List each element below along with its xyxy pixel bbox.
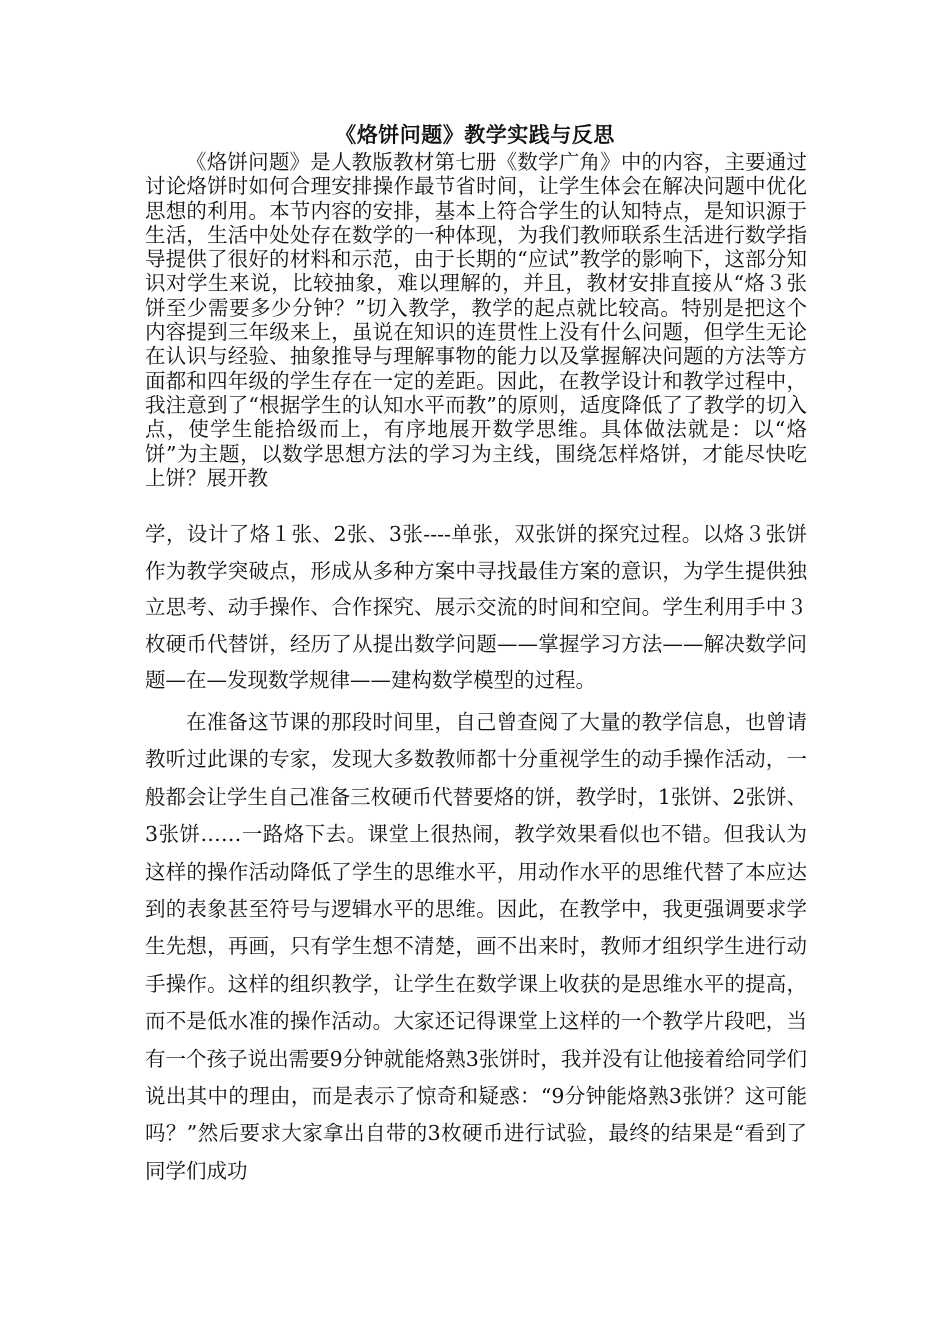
- paragraph-1-tail: 学，设计了烙１张、2张、3张----单张，双张饼的探究过程。以烙３张饼作为教学突破点，形成从多种方案中寻找最佳方案的意识，为学生提供独立思考、动手操作、合作探究、展示交流的时间和空间。学生利用手中３枚硬币代替饼，经历了从提出数学问题——掌握学习方法——解决数学问题—在—发现数学规律——建构数学模型的过程。: [145, 522, 807, 692]
- document-title: 《烙饼问题》教学实践与反思: [335, 122, 615, 147]
- paragraph-1-dense: 《烙饼问题》是人教版教材第七册《数学广角》中的内容，主要通过讨论烙饼时如何合理安排操作最节省时间，让学生体会在解决问题中优化思想的利用。本节内容的安排，基本上符合学生的认知特点，是知识源于生活，生活中处处存在数学的一种体现，为我们教师联系生活进行数学指导提供了很好的材料和示范，由于长期的“应试”教学的影响下，这部分知识对学生来说，比较抽象，难以理解的，并且，教材安排直接从“烙３张饼至少需要多少分钟？”切入教学，教学的起点就比较高。特别是把这个内容提到三年级来上，虽说在知识的连贯性上没有什么问题，但学生无论在认识与经验、抽象推导与理解事物的能力以及掌握解决问题的方法等方面都和四年级的学生存在一定的差距。因此，在教学设计和教学过程中，我注意到了“根据学生的认知水平而教”的原则，适度降低了了教学的切入点，使学生能拾级而上，有序地展开数学思维。具体做法就是：以“烙饼”为主题，以数学思想方法的学习为主线，围绕怎样烙饼，才能尽快吃上饼？展开教: [145, 150, 807, 490]
- paragraph-2: 在准备这节课的那段时间里，自己曾查阅了大量的教学信息，也曾请教听过此课的专家，发现大多数教师都十分重视学生的动手操作活动，一般都会让学生自己准备三枚硬币代替要烙的饼，教学时，1张饼、2张饼、3张饼……一路烙下去。课堂上很热闹，教学效果看似也不错。但我认为这样的操作活动降低了学生的思维水平，用动作水平的思维代替了本应达到的表象甚至符号与逻辑水平的思维。因此，在教学中，我更强调要求学生先想，再画，只有学生想不清楚，画不出来时，教师才组织学生进行动手操作。这样的组织教学，让学生在数学课上收获的是思维水平的提高，而不是低水准的操作活动。大家还记得课堂上这样的一个教学片段吧，当有一个孩子说出需要9分钟就能烙熟3张饼时，我并没有让他接着给同学们说出其中的理由，而是表示了惊奇和疑惑：“9分钟能烙熟3张饼？这可能吗？”然后要求大家拿出自带的3枚硬币进行试验，最终的结果是“看到了同学们成功: [145, 710, 807, 1183]
